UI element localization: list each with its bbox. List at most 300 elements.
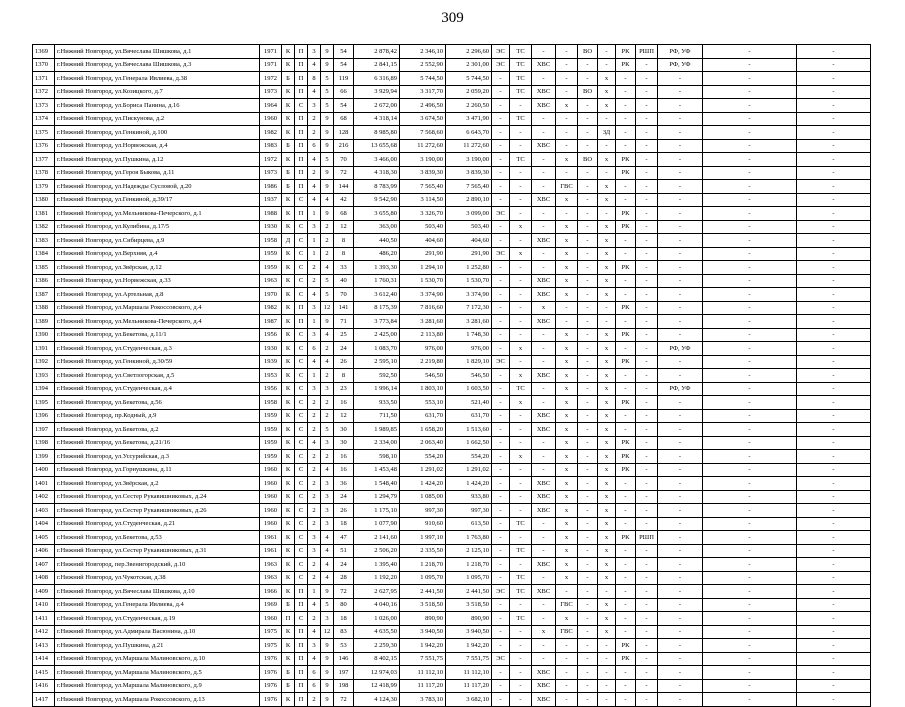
table-cell: 3 [321,490,334,504]
table-cell: - [492,504,510,518]
table-cell: 1960 [260,463,282,477]
table-cell: 5 [321,72,334,86]
table-cell: - [703,112,797,126]
table-cell: 30 [334,436,354,450]
table-cell: 2 672,00 [354,99,400,113]
table-cell: - [492,126,510,140]
table-cell: 546,50 [446,369,492,383]
table-cell: г.Нижний Новгород, ул.Уссурийская, д.3 [55,450,260,464]
table-cell: 1389 [33,315,55,329]
table-cell: 2 [321,342,334,356]
table-cell: 1966 [260,585,282,599]
table-cell: х [556,409,578,423]
table-cell: 8 [334,369,354,383]
table-cell: 3 114,50 [400,193,446,207]
table-cell: 1960 [260,490,282,504]
table-cell: - [616,558,636,572]
table-cell: Д [282,234,295,248]
table-cell: 7 565,40 [446,180,492,194]
table-cell: 8 [334,234,354,248]
table-cell: - [703,477,797,491]
table-cell: - [532,328,556,342]
table-cell: 70 [334,153,354,167]
table-cell: 2 506,20 [354,544,400,558]
table-cell: 1 997,10 [400,531,446,545]
table-cell: 1 218,70 [446,558,492,572]
table-cell: 1416 [33,679,55,693]
table-cell: 3 [308,301,321,315]
table-cell: РК [616,450,636,464]
table-cell: х [598,369,616,383]
table-row [33,517,871,531]
table-cell: - [797,693,871,707]
table-cell: 1970 [260,288,282,302]
table-cell: 1 [308,585,321,599]
table-cell: П [295,679,308,693]
table-cell: г.Нижний Новгород, ул.Пушкина, д.21 [55,639,260,653]
table-cell: - [703,666,797,680]
table-cell: х [598,504,616,518]
table-cell: - [492,99,510,113]
table-cell: г.Нижний Новгород, ул.Студенческая, д.3 [55,342,260,356]
table-cell: г.Нижний Новгород, ул.Адмирала Васюнина, д.10 [55,625,260,639]
table-cell: - [578,369,598,383]
table-cell: 1 548,40 [354,477,400,491]
table-cell: Б [282,598,295,612]
table-cell: С [295,99,308,113]
table-cell: 9 542,90 [354,193,400,207]
table-cell: 9 [321,45,334,59]
table-row [33,423,871,437]
table-cell: - [532,652,556,666]
table-cell: - [703,180,797,194]
table-cell: - [532,45,556,59]
table-cell: К [282,193,295,207]
table-cell: - [556,585,578,599]
table-cell: - [658,585,703,599]
table-cell: - [658,220,703,234]
table-cell: - [703,72,797,86]
table-cell: ГВС [556,180,578,194]
table-cell: - [556,207,578,221]
table-cell: П [295,652,308,666]
table-row [33,558,871,572]
table-cell: 1930 [260,220,282,234]
table-cell: х [598,598,616,612]
table-cell: - [703,639,797,653]
table-cell: - [658,679,703,693]
table-cell: - [492,193,510,207]
table-cell: 1 [308,207,321,221]
table-cell: х [598,193,616,207]
table-cell: 1 291,02 [400,463,446,477]
table-cell: 1972 [260,153,282,167]
table-row [33,585,871,599]
table-cell: - [658,666,703,680]
table-cell: х [598,99,616,113]
table-cell: 4 318,14 [354,112,400,126]
table-cell: - [510,261,532,275]
table-cell: х [556,544,578,558]
table-cell: 9 [321,693,334,707]
table-cell: - [532,531,556,545]
table-cell: 554,20 [446,450,492,464]
table-cell: г.Нижний Новгород, ул.Бекетова, д.53 [55,531,260,545]
table-cell: 1 658,20 [400,423,446,437]
table-cell: - [797,409,871,423]
table-cell: - [797,247,871,261]
table-cell: - [510,652,532,666]
table-row [33,220,871,234]
table-cell: - [532,247,556,261]
table-cell: РФ, УФ [658,382,703,396]
table-cell: 28 [334,571,354,585]
table-cell: 4 [321,193,334,207]
table-cell: - [578,274,598,288]
table-row [33,301,871,315]
table-cell: С [295,342,308,356]
table-cell: С [295,409,308,423]
table-cell: - [532,166,556,180]
table-cell: х [556,234,578,248]
table-cell: - [797,207,871,221]
table-cell: 1394 [33,382,55,396]
table-cell: - [578,220,598,234]
table-cell: 2 [308,571,321,585]
table-cell: - [636,504,658,518]
table-cell: 4 [321,355,334,369]
table-cell: - [616,112,636,126]
table-cell: ХВС [532,477,556,491]
table-cell: 2 425,00 [354,328,400,342]
table-cell: К [282,423,295,437]
table-cell: - [658,234,703,248]
table-row [33,450,871,464]
table-row [33,193,871,207]
table-cell: - [658,166,703,180]
table-cell: К [282,504,295,518]
table-cell: 997,30 [400,504,446,518]
table-cell: 197 [334,666,354,680]
table-row [33,112,871,126]
table-cell: - [636,247,658,261]
table-cell: РК [616,355,636,369]
table-cell: 1387 [33,288,55,302]
table-cell: - [636,234,658,248]
table-cell: ЭС [492,247,510,261]
table-cell: - [797,463,871,477]
table-cell: - [636,369,658,383]
table-cell: - [658,72,703,86]
table-cell: 9 [321,666,334,680]
table-cell: 503,40 [446,220,492,234]
table-cell: 6 316,89 [354,72,400,86]
table-cell: 1960 [260,504,282,518]
table-cell: - [636,396,658,410]
table-cell: 592,50 [354,369,400,383]
table-cell: 1976 [260,693,282,707]
table-cell: 2 [308,112,321,126]
table-cell: П [295,58,308,72]
table-cell: - [492,261,510,275]
table-cell: - [658,274,703,288]
table-cell: 3 [321,517,334,531]
table-cell: 1407 [33,558,55,572]
table-cell: 1973 [260,166,282,180]
table-cell: х [556,463,578,477]
table-row [33,409,871,423]
table-cell: - [797,112,871,126]
table-cell: ТС [510,45,532,59]
table-cell: 1959 [260,450,282,464]
table-cell: - [703,436,797,450]
table-cell: 3 471,90 [446,112,492,126]
table-cell: х [598,180,616,194]
table-cell: 11 117,20 [446,679,492,693]
table-cell: РК [616,328,636,342]
table-cell: ХВС [532,558,556,572]
table-cell: г.Нижний Новгород, ул.Генерала Ивлиева, д.38 [55,72,260,86]
table-cell: х [510,450,532,464]
table-cell: - [797,355,871,369]
table-cell: - [578,234,598,248]
table-cell: ЭС [492,652,510,666]
table-cell: ЭС [492,585,510,599]
table-cell: С [295,247,308,261]
table-cell: ТС [510,612,532,626]
table-cell: - [616,517,636,531]
table-cell: 4 [308,652,321,666]
table-cell: - [797,153,871,167]
table-cell: 53 [334,639,354,653]
table-cell: 1 603,50 [446,382,492,396]
table-cell: - [703,328,797,342]
table-cell: х [598,234,616,248]
table-cell: 291,90 [446,247,492,261]
table-cell: - [510,126,532,140]
table-cell: ГВС [556,598,578,612]
table-cell: - [578,544,598,558]
table-cell: 1986 [260,180,282,194]
table-cell: - [703,598,797,612]
table-cell: 7 172,30 [446,301,492,315]
table-cell: ВО [578,85,598,99]
table-cell: 5 [321,99,334,113]
table-cell: РШП [636,531,658,545]
table-cell: - [578,639,598,653]
table-cell: 2 [308,693,321,707]
table-cell: 1969 [260,598,282,612]
table-cell: х [510,247,532,261]
table-cell: - [510,693,532,707]
table-cell: - [636,517,658,531]
table-cell: - [578,436,598,450]
table-cell: - [510,301,532,315]
table-cell: - [510,679,532,693]
table-cell: - [797,423,871,437]
table-cell: - [532,571,556,585]
table-cell: 503,40 [400,220,446,234]
table-cell: - [556,45,578,59]
table-cell: 4 [308,625,321,639]
table-cell: 30 [334,423,354,437]
table-cell: г.Нижний Новгород, ул.Артельная, д.8 [55,288,260,302]
table-cell: - [510,477,532,491]
table-row [33,382,871,396]
table-cell: - [703,220,797,234]
table-cell: П [295,585,308,599]
table-cell: 613,50 [446,517,492,531]
table-cell: РШП [636,45,658,59]
table-cell: 26 [334,504,354,518]
table-cell: 2 [321,369,334,383]
table-cell: - [658,85,703,99]
table-cell: 4 [308,85,321,99]
table-cell: 1960 [260,517,282,531]
table-cell: 1 095,70 [446,571,492,585]
table-cell: х [556,153,578,167]
table-cell: - [578,409,598,423]
table-cell: К [282,558,295,572]
table-cell: 3 839,30 [446,166,492,180]
table-cell: 3 655,80 [354,207,400,221]
table-cell: г.Нижний Новгород, ул.Горнушкина, д.11 [55,463,260,477]
table-cell: х [556,342,578,356]
table-cell: - [578,517,598,531]
table-cell: - [598,679,616,693]
table-cell: х [556,531,578,545]
table-cell: - [658,207,703,221]
table-cell: - [616,180,636,194]
table-cell: 3 940,50 [446,625,492,639]
table-cell: 404,60 [400,234,446,248]
table-cell: - [578,315,598,329]
table-cell: 1960 [260,112,282,126]
table-cell: 1 393,30 [354,261,400,275]
table-cell: 3 374,90 [400,288,446,302]
table-cell: К [282,409,295,423]
table-cell: - [492,328,510,342]
table-cell: - [636,490,658,504]
table-cell: 1988 [260,207,282,221]
table-cell: - [598,585,616,599]
table-cell: - [636,301,658,315]
table-cell: - [797,558,871,572]
table-cell: 1374 [33,112,55,126]
table-cell: - [578,598,598,612]
table-cell: г.Нижний Новгород, ул.Маршала Малиновского, д.5 [55,666,260,680]
table-cell: 890,90 [446,612,492,626]
table-cell: 4 [321,328,334,342]
table-cell: 1413 [33,639,55,653]
table-cell: 1963 [260,558,282,572]
table-cell: - [578,450,598,464]
table-cell: К [282,261,295,275]
table-row [33,234,871,248]
table-cell: 2 [308,558,321,572]
table-cell: ХВС [532,423,556,437]
table-cell: П [295,180,308,194]
table-cell: ХВС [532,666,556,680]
table-cell: - [636,436,658,450]
table-cell: 1404 [33,517,55,531]
table-cell: 8 783,99 [354,180,400,194]
table-cell: - [578,301,598,315]
table-cell: 4 [321,531,334,545]
table-cell: К [282,517,295,531]
table-cell: 6 [308,666,321,680]
table-cell: г.Нижний Новгород, ул.Маршала Малиновского, д.9 [55,679,260,693]
table-cell: 47 [334,531,354,545]
table-cell: 1 085,00 [400,490,446,504]
table-cell: - [578,612,598,626]
table-cell: - [658,517,703,531]
table-cell: х [556,423,578,437]
table-cell: - [658,301,703,315]
table-row [33,693,871,707]
table-cell: - [616,423,636,437]
table-cell: - [510,531,532,545]
table-cell: 1369 [33,45,55,59]
table-cell: РФ, УФ [658,45,703,59]
table-row [33,274,871,288]
table-cell: 4 [321,571,334,585]
table-cell: ТС [510,571,532,585]
table-cell: г.Нижний Новгород, ул.Бориса Панина, д.16 [55,99,260,113]
table-cell: - [636,99,658,113]
table-cell: - [492,369,510,383]
table-cell: К [282,45,295,59]
table-cell: - [636,558,658,572]
table-cell: 5 [321,153,334,167]
table-cell: - [578,463,598,477]
table-cell: - [532,639,556,653]
table-cell: 1382 [33,220,55,234]
table-row [33,72,871,86]
table-cell: 1386 [33,274,55,288]
table-cell: - [616,247,636,261]
page-number: 309 [441,10,464,26]
table-cell: 1 530,70 [446,274,492,288]
table-cell: К [282,585,295,599]
table-cell: - [492,315,510,329]
table-cell: 3 317,70 [400,85,446,99]
table-cell: - [510,463,532,477]
table-cell: - [658,477,703,491]
table-cell: 553,10 [400,396,446,410]
table-cell: - [797,396,871,410]
table-cell: 2 260,50 [446,99,492,113]
table-cell: 1 942,20 [400,639,446,653]
table-cell: х [510,342,532,356]
table-cell: 80 [334,598,354,612]
table-cell: 2 [308,477,321,491]
table-cell: - [492,396,510,410]
table-cell: 1 763,80 [446,531,492,545]
table-cell: 1 175,10 [354,504,400,518]
table-cell: г.Нижний Новгород, ул.Маршала Малиновского, д.10 [55,652,260,666]
table-cell: 11 112,10 [446,666,492,680]
table-cell: 2 [308,517,321,531]
table-cell: 486,20 [354,247,400,261]
table-cell: - [532,355,556,369]
table-cell: 3 [308,328,321,342]
table-cell: РК [616,45,636,59]
table-cell: х [556,355,578,369]
table-cell: - [703,315,797,329]
table-cell: - [578,342,598,356]
table-cell: 1960 [260,477,282,491]
